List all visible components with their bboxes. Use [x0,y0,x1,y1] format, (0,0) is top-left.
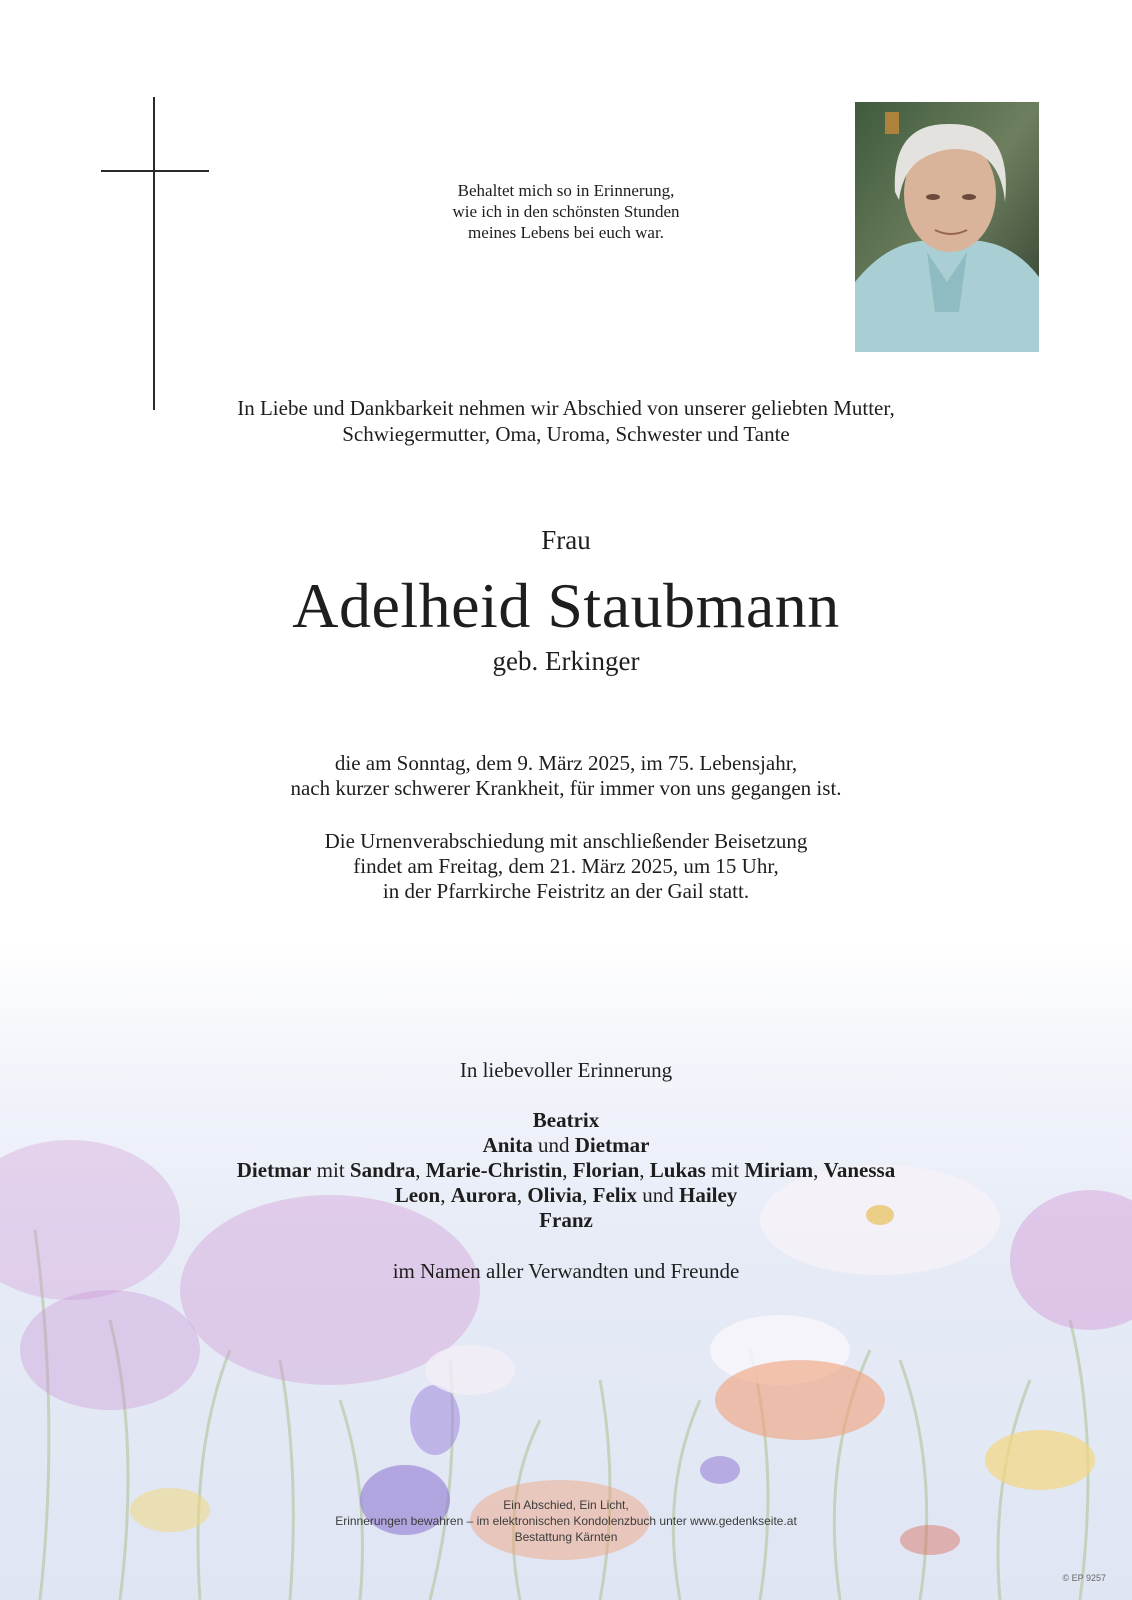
intro-line: Schwiegermutter, Oma, Uroma, Schwester und Tante [342,422,790,446]
memorial-quote [0,180,1132,243]
connector: , [516,1183,528,1207]
mourner-name: Lukas [649,1158,706,1182]
mourner-name: Florian [572,1158,640,1182]
mourner-name: Olivia [527,1183,583,1207]
orange-flower [715,1360,885,1440]
mourner-name: Felix [592,1183,637,1207]
deceased-birth-name: geb. Erkinger [492,646,640,676]
yellow-flower [985,1430,1095,1490]
mourner-name: Marie-Christin [425,1158,563,1182]
connector: , [440,1183,451,1207]
death-notice-line: nach kurzer schwerer Krankheit, für immer von uns gegangen ist. [290,776,842,800]
cross-vertical-bar [153,97,155,410]
connector: und [636,1183,679,1207]
ceremony-line: in der Pfarrkirche Feistritz an der Gail statt. [382,879,750,903]
ceremony-notice [0,829,1132,904]
family-line [0,1108,1132,1133]
connector: , [415,1158,426,1182]
death-notice-line: die am Sonntag, dem 9. März 2025, im 75. Lebensjahr, [334,751,798,775]
mourner-name: Leon [394,1183,441,1207]
mourner-name: Aurora [450,1183,517,1207]
footer-line: Bestattung Kärnten [514,1530,618,1544]
quote-line: meines Lebens bei euch war. [468,223,664,242]
connector: mit [311,1158,350,1182]
connector: , [639,1158,650,1182]
family-line [0,1158,1132,1183]
family-line [0,1133,1132,1158]
death-notice [0,751,1132,801]
document-code: © EP 9257 [1062,1573,1106,1583]
deceased-name: Adelheid Staubmann [292,570,840,641]
ceremony-line: findet am Freitag, dem 21. März 2025, um 15 Uhr, [353,854,779,878]
mourner-name: Dietmar [574,1133,650,1157]
purple-flower [410,1385,460,1455]
ceremony-line: Die Urnenverabschiedung mit anschließender Beisetzung [324,829,808,853]
mourner-name: Beatrix [532,1108,600,1132]
intro-line: In Liebe und Dankbarkeit nehmen wir Abschied von unserer geliebten Mutter, [237,396,895,420]
quote-line: wie ich in den schönsten Stunden [452,202,680,221]
mourner-name: Sandra [349,1158,416,1182]
family-mourners [0,1108,1132,1233]
footer-line: Ein Abschied, Ein Licht, [503,1498,629,1512]
farewell-intro [0,395,1132,447]
connector: und [532,1133,575,1157]
family-line [0,1183,1132,1208]
family-line [0,1208,1132,1233]
footer-line: Erinnerungen bewahren – im elektronischen Kondolenzbuch unter www.gedenkseite.at [335,1514,797,1528]
mourner-name: Anita [482,1133,533,1157]
mourner-name: Dietmar [236,1158,312,1182]
mourner-name: Hailey [678,1183,738,1207]
quote-line: Behaltet mich so in Erinnerung, [457,181,675,200]
connector: , [813,1158,824,1182]
closing-phrase: In liebevoller Erinnerung [459,1058,673,1082]
white-flower [425,1345,515,1395]
connector: , [562,1158,573,1182]
connector: mit [705,1158,745,1182]
connector: , [582,1183,593,1207]
cross-horizontal-bar [101,170,209,172]
mourner-name: Franz [539,1208,593,1232]
footer-notice [0,1497,1132,1545]
purple-flower [700,1456,740,1484]
mourner-name: Vanessa [823,1158,896,1182]
pink-flower [20,1290,200,1410]
mourner-name: Miriam [744,1158,814,1182]
relatives-note: im Namen aller Verwandten und Freunde [392,1259,740,1283]
deceased-title: Frau [541,525,591,555]
